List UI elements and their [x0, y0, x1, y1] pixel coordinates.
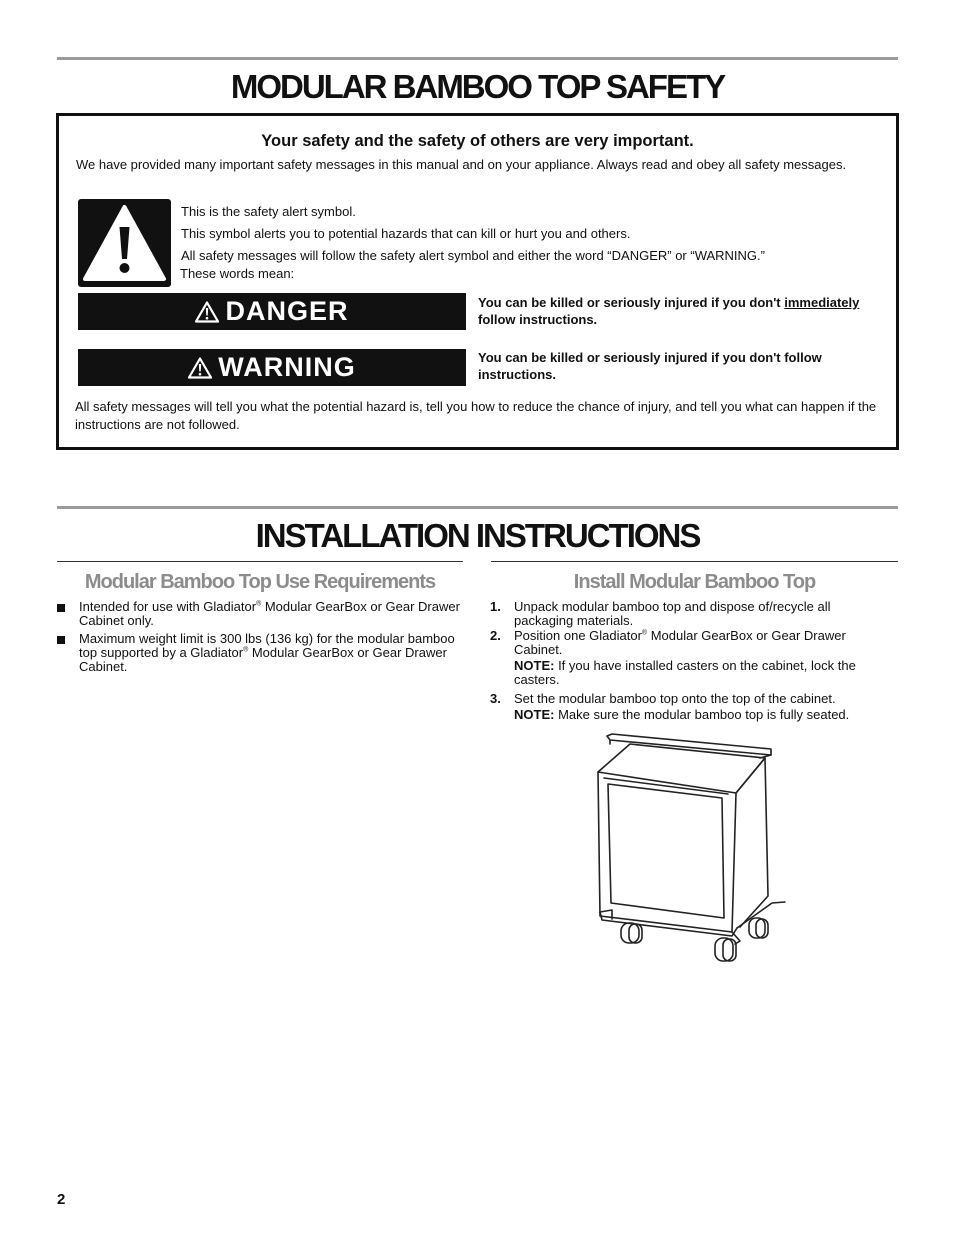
install-heading: Install Modular Bamboo Top: [573, 571, 816, 593]
step-number: 1.: [490, 599, 501, 614]
alert-line-4: These words mean:: [180, 266, 295, 281]
danger-banner: [78, 293, 466, 330]
installation-rule: [57, 506, 898, 509]
step-note: NOTE: If you have installed casters on the cabinet, lock the casters.: [514, 658, 856, 687]
safety-box: [56, 113, 899, 450]
cabinet-illustration: [590, 730, 810, 966]
step-number: 2.: [490, 628, 501, 643]
right-column-rule: [491, 561, 898, 562]
safety-alert-symbol-icon: [78, 199, 171, 287]
alert-line-2: This symbol alerts you to potential hazards that can kill or hurt you and others.: [181, 226, 631, 241]
step-note: NOTE: Make sure the modular bamboo top is fully seated.: [514, 707, 850, 722]
step-text: Set the modular bamboo top onto the top of the cabinet.: [514, 691, 836, 706]
left-column-rule: [57, 561, 463, 562]
warning-message: You can be killed or seriously injured if you don't follow instructions.: [478, 350, 822, 382]
warning-banner: [78, 349, 466, 386]
safety-heading: Your safety and the safety of others are very important.: [261, 132, 694, 150]
requirements-heading: Modular Bamboo Top Use Requirements: [84, 571, 436, 593]
step-text: Position one Gladiator® Modular GearBox or Gear Drawer Cabinet.: [514, 628, 846, 657]
warning-triangle-icon: [188, 357, 212, 379]
page-number: 2: [57, 1191, 66, 1208]
danger-label: DANGER: [225, 296, 349, 326]
warning-label: WARNING: [218, 352, 356, 382]
safety-title: MODULAR BAMBOO TOP SAFETY: [230, 68, 725, 105]
danger-message: You can be killed or seriously injured if you don't immediately follow instructions.: [478, 295, 860, 327]
bullet-square-icon: [57, 604, 65, 612]
safety-footer: All safety messages will tell you what the potential hazard is, tell you how to reduce the chance of injury, and tell you what can happen if the instructions are not followed.: [75, 399, 877, 432]
bullet-square-icon: [57, 636, 65, 644]
alert-line-1: This is the safety alert symbol.: [181, 204, 356, 219]
warning-triangle-icon: [195, 301, 219, 323]
alert-line-3: All safety messages will follow the safety alert symbol and either the word “DANGER” or “WARNING.”: [181, 248, 765, 263]
step-text: Unpack modular bamboo top and dispose of/recycle all packaging materials.: [514, 599, 831, 628]
step-number: 3.: [490, 691, 501, 706]
safety-intro: We have provided many important safety messages in this manual and on your appliance. Always read and obey all safety messages.: [76, 157, 847, 172]
top-rule: [57, 57, 898, 60]
installation-title: INSTALLATION INSTRUCTIONS: [255, 517, 700, 554]
